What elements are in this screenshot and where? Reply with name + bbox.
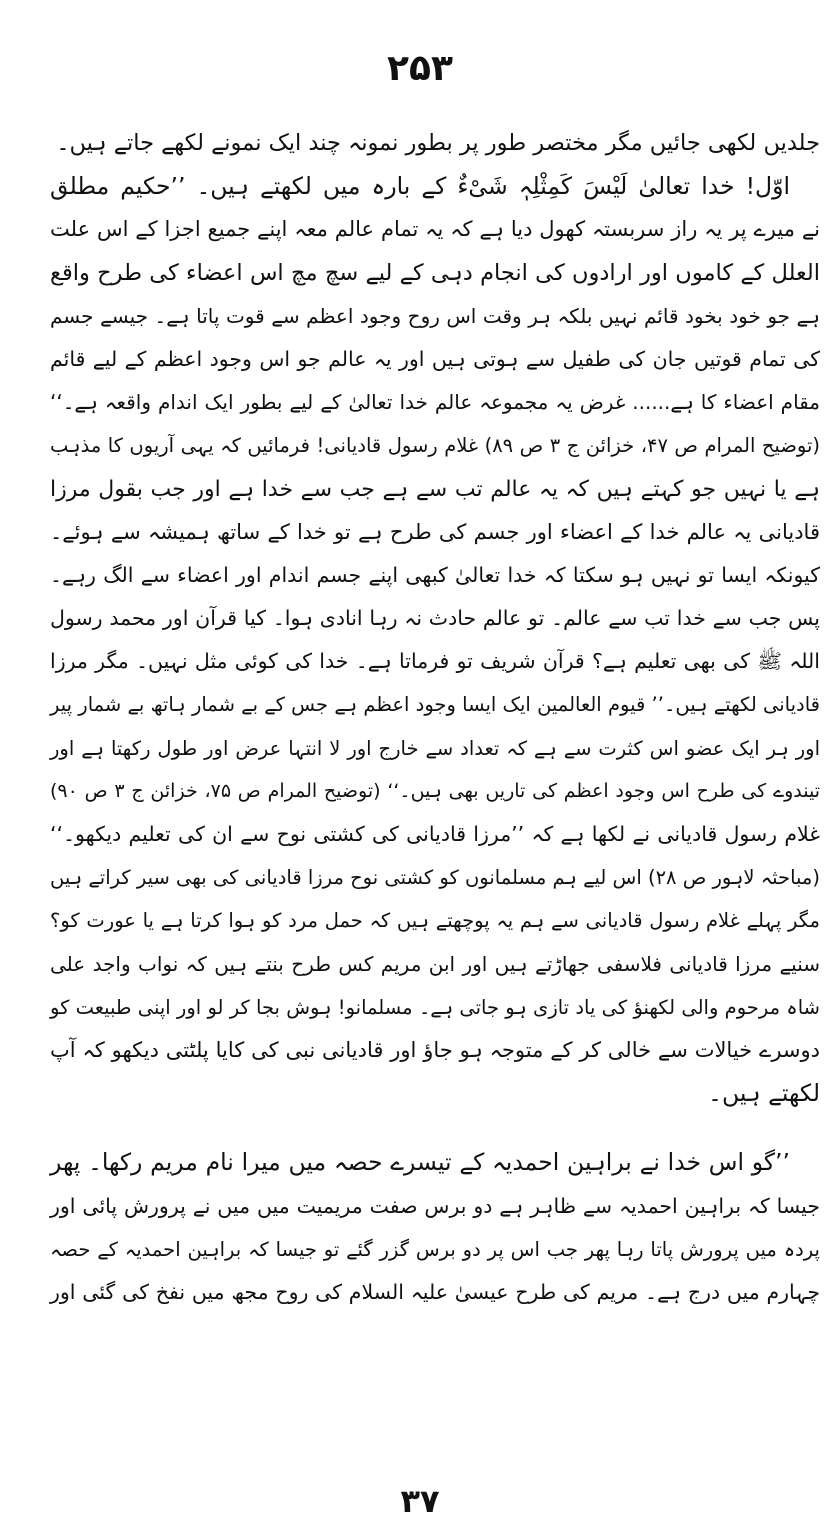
text-line: شاہ مرحوم والی لکھنؤ کی یاد تازی ہو جاتی ہے۔ مسلمانو! ہوش بجا کر لو اور اپنی طبیعت کو (50, 995, 820, 1019)
text-line: اللہ ﷺ کی بھی تعلیم ہے؟ قرآن شریف تو فرماتا ہے۔ خدا کی کوئی مثل نہیں۔ مگر مرزا (50, 649, 820, 674)
text-line: سنیے مرزا قادیانی فلاسفی جھاڑتے ہیں اور ابن مریم کس طرح بنتے ہیں کہ نواب واجد علی (50, 951, 820, 976)
text-line: تیندوے کی طرح اس وجود اعظم کی تاریں بھی ہیں۔‘‘ (توضیح المرام ص ۷۵، خزائن ج ۳ ص ۹۰) (50, 779, 820, 802)
quote-line: پردہ میں پرورش پاتا رہا پھر جب اس پر دو برس گزر گئے تو جیسا کہ براہین احمدیہ کے حصہ (50, 1237, 820, 1261)
text-line: (مباحثہ لاہور ص ۲۸) اس لیے ہم مسلمانوں کو کشتی نوح مرزا قادیانی کی بھی سیر کراتے ہیں (50, 866, 820, 890)
text-line: غلام رسول قادیانی نے لکھا ہے کہ ’’مرزا قادیانی کی کشتی نوح سے ان کی تعلیم دیکھو۔‘‘ (50, 822, 820, 846)
text-line: مقام اعضاء کا ہے...... غرض یہ مجموعہ عالم خدا تعالیٰ کے لیے بطور ایک اندام واقعہ ہے۔‘‘ (50, 390, 820, 415)
text-line: اور ہر ایک عضو اس کثرت سے ہے کہ تعداد سے خارج اور لا انتہا عرض اور طول رکھتا ہے اور (50, 736, 820, 760)
quote-line: جیسا کہ براہین احمدیہ سے ظاہر ہے دو برس صفت مریمیت میں میں نے پرورش پائی اور (50, 1193, 820, 1218)
text-line: ہے یا نہیں جو کہتے ہیں کہ یہ عالم تب سے ہے جب سے خدا ہے اور جب بقول مرزا (50, 476, 820, 502)
page-number-top: ۲۵۳ (387, 48, 453, 89)
text-line: دوسرے خیالات سے خالی کر کے متوجہ ہو جاؤ اور قادیانی نبی کی کایا پلٹتی دیکھو کہ آپ (50, 1037, 820, 1062)
paragraph-gap (50, 1115, 820, 1141)
text-line: نے میرے پر یہ راز سربستہ کھول دیا ہے کہ یہ تمام عالم معہ اپنے جمیع اجزا کے اس علت (50, 217, 820, 242)
text-line: (توضیح المرام ص ۴۷، خزائن ج ۳ ص ۸۹) غلام رسول قادیانی! فرمائیں کہ یہی آریوں کا مذہب (50, 434, 820, 458)
text-line: مگر پہلے غلام رسول قادیانی سے ہم یہ پوچھتے ہیں کہ حمل مرد کو ہوا کرتا ہے یا عورت کو؟ (50, 909, 820, 933)
quote-line: چہارم میں درج ہے۔ مریم کی طرح عیسیٰ علیہ السلام کی روح مجھ میں نفخ کی گئی اور (50, 1279, 820, 1304)
text-line: جلدیں لکھی جائیں مگر مختصر طور پر بطور نمونہ چند ایک نمونے لکھے جاتے ہیں۔ (56, 130, 820, 156)
text-line: العلل کے کاموں اور ارادوں کی انجام دہی کے لیے سچ مچ اس اعضاء کی طرح واقع (50, 259, 820, 286)
page-number-bottom: ۳۷ (400, 1482, 440, 1520)
text-line: قادیانی یہ عالم خدا کے اعضاء اور جسم کی طرح ہے تو خدا کے ساتھ ہمیشہ سے ہوئے۔ (50, 519, 820, 544)
body-text (50, 122, 820, 1314)
text-line: لکھتے ہیں۔ (708, 1079, 820, 1108)
text-line: کیونکہ ایسا تو نہیں ہو سکتا کہ خدا تعالیٰ کبھی اپنے جسم اندام اور اعضاء سے الگ رہے۔ (50, 562, 820, 587)
text-line: اوّل! خدا تعالیٰ لَیْسَ کَمِثْلِہٖ شَیْءٌ کے بارہ میں لکھتے ہیں۔ ’’حکیم مطلق (50, 172, 790, 201)
quote-line: ’’گو اس خدا نے براہین احمدیہ کے تیسرے حصہ میں میرا نام مریم رکھا۔ پھر (50, 1148, 790, 1177)
text-line: کی تمام قوتیں جان کی طفیل سے ہوتی ہیں اور یہ عالم جو اس وجود اعظم کے لیے قائم (50, 346, 820, 371)
text-line: پس جب سے خدا تب سے عالم۔ تو عالم حادث نہ رہا انادی ہوا۔ کیا قرآن اور محمد رسول (50, 606, 820, 631)
text-line: قادیانی لکھتے ہیں۔’’ قیوم العالمین ایک ایسا وجود اعظم ہے جس کے بے شمار ہاتھ بے شمار پیر (50, 693, 820, 717)
text-line: ہے جو خود بخود قائم نہیں بلکہ ہر وقت اس روح وجود اعظم سے قوت پاتا ہے۔ جیسے جسم (50, 303, 820, 328)
